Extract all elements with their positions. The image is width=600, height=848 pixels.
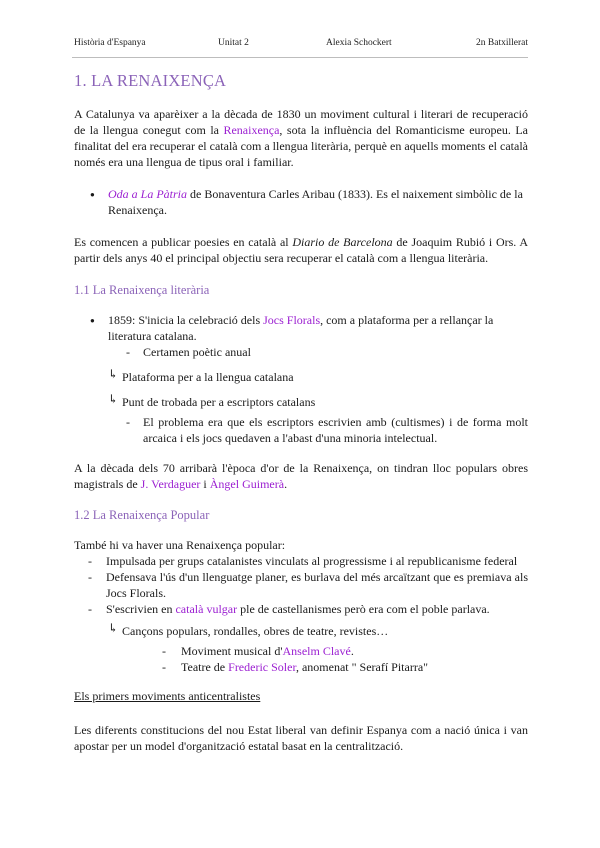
list-item: - Teatre de Frederic Soler, anomenat " Serafí Pitarra" — [162, 660, 429, 674]
turn-arrow-icon: ↳ — [108, 392, 119, 406]
popular-intro: També hi va haver una Renaixença popular: — [74, 538, 286, 552]
oda-bullet: ● Oda a La Pàtria de Bonaventura Carles Aribau (1833). Es el naixement simbòlic de la Renaixença. — [90, 187, 523, 217]
header-subject: Història d'Espanya — [74, 38, 146, 48]
diari-title: Diario de Barcelona — [292, 235, 393, 249]
turn-arrow-icon: ↳ — [108, 621, 119, 635]
list-item: - Certamen poètic anual — [126, 345, 251, 359]
list-item: - Moviment musical d'Anselm Clavé. — [162, 644, 354, 658]
anticentralistes-paragraph: Les diferents constitucions del nou Estat liberal van definir Espanya com a nació única i van apostar per un model d'organització estatal basat en la centralització. — [74, 723, 528, 753]
anticentralistes-heading: Els primers moviments anticentralistes — [74, 689, 261, 703]
header-rule — [72, 57, 528, 58]
page-title: 1. LA RENAIXENÇA — [74, 71, 227, 90]
epoca-or-paragraph: A la dècada dels 70 arribarà l'època d'or de la Renaixença, on tindran lloc populars obres magistrals de J. Verdaguer i Àngel Guimerà. — [74, 461, 528, 491]
header-author: Alexia Schockert — [326, 38, 392, 48]
list-item: ↳ Cançons populars, rondalles, obres de teatre, revistes… — [108, 621, 389, 638]
dash-marker: - — [88, 570, 92, 584]
jocs-florals-bullet: ● 1859: S'inicia la celebració dels Jocs Florals, com a plataforma per a rellançar la literatura catalana. — [90, 313, 494, 343]
section-literaria-heading: 1.1 La Renaixença literària — [74, 283, 210, 297]
dash-marker: - — [88, 602, 92, 616]
bullet-icon: ● — [90, 190, 95, 199]
turn-arrow-icon: ↳ — [108, 367, 119, 381]
list-item: ↳ Plataforma per a la llengua catalana — [108, 367, 294, 384]
document-body — [74, 68, 528, 754]
list-item: ↳ Punt de trobada per a escriptors catalans — [108, 392, 316, 409]
poesies-paragraph: Es comencen a publicar poesies en català al Diario de Barcelona de Joaquim Rubió i Ors. A partir dels anys 40 el principal objectiu sera recuperar el català com a llengua literària. — [74, 235, 528, 265]
clave-link[interactable]: Anselm Clavé — [282, 644, 351, 658]
dash-marker: - — [126, 415, 130, 429]
dash-marker: - — [88, 554, 92, 568]
verdaguer-link[interactable]: J. Verdaguer — [140, 477, 201, 491]
catala-vulgar-link[interactable]: català vulgar — [175, 602, 238, 616]
section-popular-heading: 1.2 La Renaixença Popular — [74, 508, 210, 522]
oda-link[interactable]: Oda a La Pàtria — [108, 187, 188, 201]
jocs-florals-link[interactable]: Jocs Florals — [263, 313, 321, 327]
renaixenca-link[interactable]: Renaixença — [223, 123, 280, 137]
bullet-icon: ● — [90, 316, 95, 325]
page-header — [74, 38, 528, 52]
dash-marker: - — [162, 660, 166, 674]
list-item: - Defensava l'ús d'un llenguatge planer, es burlava del més arcaïtzant que es premiava als Jocs Florals. — [88, 570, 528, 600]
dash-marker: - — [126, 345, 130, 359]
header-unit: Unitat 2 — [218, 38, 249, 48]
dash-marker: - — [162, 644, 166, 658]
soler-link[interactable]: Frederic Soler — [228, 660, 296, 674]
list-item: - El problema era que els escriptors escrivien amb (cultismes) i de forma molt arcaica i els jocs quedaven a l'abast d'una minoria intelectual. — [126, 415, 528, 445]
intro-paragraph: A Catalunya va aparèixer a la dècada de 1830 un moviment cultural i literari de recuperació de la llengua conegut com la Renaixença, sota la influència del Romanticisme europeu. La finalitat del era recuperar el català com a llengua literària, perquè en aquells moments el català només era una llengua de tipus oral i familiar. — [74, 107, 528, 169]
list-item: - Impulsada per grups catalanistes vinculats al progressisme i al republicanisme federal — [88, 554, 518, 568]
list-item: - S'escrivien en català vulgar ple de castellanismes però era com el poble parlava. — [88, 602, 490, 616]
guimera-link[interactable]: Àngel Guimerà — [209, 477, 285, 491]
header-course: 2n Batxillerat — [476, 38, 528, 48]
